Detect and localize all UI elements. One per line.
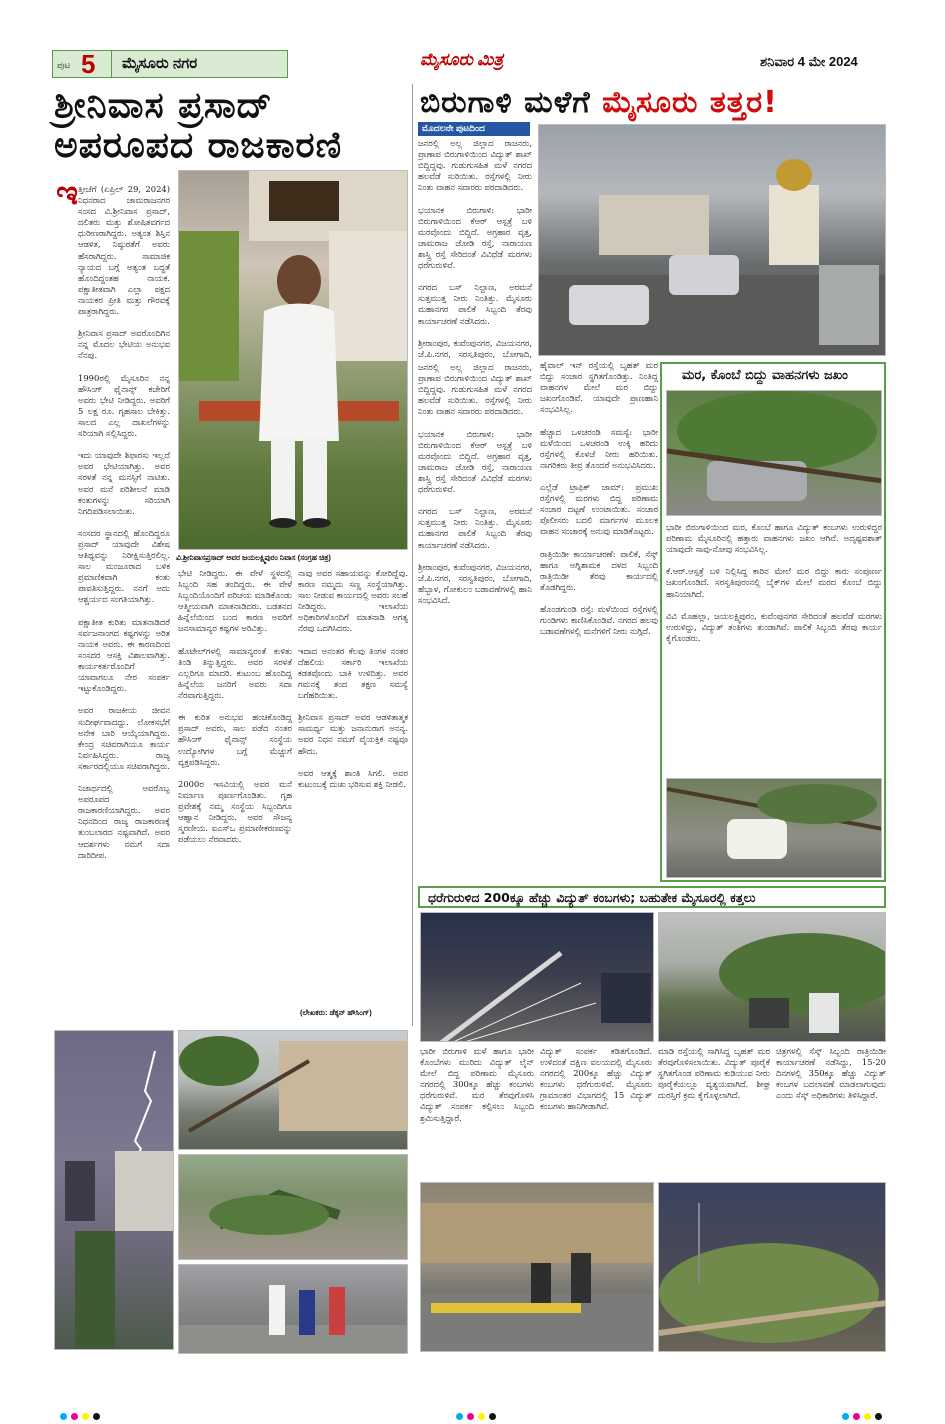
fallen-tree-street-art	[179, 1031, 408, 1150]
left-story-col1: ತ್ತೀಚೆಗೆ (ಏಪ್ರಿಲ್ 29, 2024) ನಿಧನರಾದ ಚಾಮರಾಜನಗರ ಸಂಸದ ವಿ.ಶ್ರೀನಿವಾಸ ಪ್ರಸಾದ್, ದಲಿತರು ಮತ್ತು ಶೋಷಿತವರ್ಗದ ಧುರೀಣರಾಗಿದ್ದರು. ಅತ್ಯಂತ ಶಿಸ್ತಿನ ಆಡಳಿತ, ನಿಷ್ಠುರತೆಗೆ ಅವರು ಹೆಸರಾಗಿದ್ದರು. ಸಾಮಾಜಿಕ ನ್ಯಾಯದ ಬಗ್ಗೆ ಅತ್ಯಂತ ಬದ್ಧತೆ ಹೊಂದಿದ್ದಂತಹ ನಾಯಕ. ಪಕ್ಷಾತೀತವಾಗಿ ಎಲ್ಲಾ ಪಕ್ಷದ ನಾಯಕರ ಪ್ರೀತಿ ಮತ್ತು ಗೌರವಕ್ಕೆ ಪಾತ್ರರಾಗಿದ್ದರು. ಶ್ರೀನಿವಾಸ ಪ್ರಸಾದ್ ಅವರೊಂದಿಗಿನ ನನ್ನ ಮೊದಲ ಭೇಟಿಯ ಅನುಭವ ನೆನಪು. 1990ರಲ್ಲಿ ಮೈಸೂರಿನ ನನ್ನ ಹೌಸಿಂಗ್ ಫೈನಾನ್ಸ್ ಕಚೇರಿಗೆ ಅವರು ಭೇಟಿ ನೀಡಿದ್ದರು. ಅವರಿಗೆ 5 ಲಕ್ಷ ರೂ. ಗೃಹಸಾಲ ಬೇಕಿತ್ತು. ಸಾಲದ ಎಲ್ಲ ದಾಖಲೆಗಳನ್ನು ಸರಿಯಾಗಿ ಸಲ್ಲಿಸಿದ್ದರು. ಇದು ಯಾವುದೇ ಶಿಫಾರಸು ಇಲ್ಲದೆ ಅವರ ಭೇಟಿಯಾಗಿತ್ತು. ಅವರ ಸರಳತೆ ನನ್ನ ಮನಸ್ಸಿಗೆ ನಾಟಿತು. ಅವರ ಮನೆ ಪರಿಶೀಲನೆ ಮಾಡಿ ಕಂತುಗಳನ್ನು ಸರಿಯಾಗಿ ನಿಗದಿಪಡಿಸಲಾಯಿತು. ಸಂಸದರ ಸ್ಥಾನದಲ್ಲಿ ಹೊಂದಿದ್ದರೂ ಪ್ರಸಾದ್ ಯಾವುದೇ ವಿಶೇಷ ಆತಿಥ್ಯವನ್ನು ನಿರೀಕ್ಷಿಸುತ್ತಿರಲಿಲ್ಲ. ಸಾಲ ಮಂಜೂರಾದ ಬಳಿಕ ಪ್ರಮಾಣಿಕವಾಗಿ ಕಂತು ಪಾವತಿಸುತ್ತಿದ್ದರು. ನನಗೆ ಅದು ಆಶ್ಚರ್ಯದ ಸಂಗತಿಯಾಗಿತ್ತು. ಪಕ್ಷಾತೀತ ಕುರಿತು ಮಾತನಾಡಿದರೆ ಸರ್ವಜನಾಂಗದ ಕಷ್ಟಗಳನ್ನು ಅರಿತ ನಾಯಕ ಅವರು. ಈ ಕಾರಣದಿಂದ ಸಂಸದರ ಆಸಕ್ತಿ ವಿಶಾಲವಾಗಿತ್ತು. ಕಾರ್ಯಕರ್ತರೊಂದಿಗೆ ಯಾವಾಗಲೂ ನೇರ ಸಂಪರ್ಕ ಇಟ್ಟುಕೊಂಡಿದ್ದರು. ಅವರ ರಾಜಕೀಯ ಜೀವನ ಸುದೀರ್ಘವಾದದ್ದು. ಲೋಕಸಭೆಗೆ ಅನೇಕ ಬಾರಿ ಆಯ್ಕೆಯಾಗಿದ್ದರು. ಕೇಂದ್ರ ಸಚಿವರಾಗಿಯೂ ಕಾರ್ಯ ನಿರ್ವಹಿಸಿದ್ದರು. ರಾಜ್ಯ ಸರ್ಕಾರದಲ್ಲಿಯೂ ಸಚಿವರಾಗಿದ್ದರು. ನಿಜಾರ್ಥದಲ್ಲಿ ಅವರೊಬ್ಬ ಅಪರೂಪದ ರಾಜಕಾರಣಿಯಾಗಿದ್ದರು. ಅವರ ನಿಧನದಿಂದ ರಾಜ್ಯ ರಾಜಕಾರಣಕ್ಕೆ ತುಂಬಲಾರದ ನಷ್ಟವಾಗಿದೆ. ಅವರ ಆದರ್ಶಗಳು ನಮಗೆ ಸದಾ ದಾರಿದೀಪ.	[78, 184, 170, 860]
registration-dots-center	[456, 1405, 500, 1424]
right-story-col1-bottom: ಜನರಲ್ಲಿ ಅಲ್ಲ ಜಿಲ್ಲಾದ ರಾಜನರು, ಪ್ರಾಣಾಪ ಬಿರುಗಾಳಿಯಿಂದ ವಿದ್ಯುತ್ ಶಾಖ್ ಬಿದ್ದಿದ್ದವು. ಗುಡುಗುಸಹಿತ ಮಳೆ ನಗರದ ಹಲವೆಡೆ ಸುರಿಯಿತು. ರಸ್ತೆಗಳಲ್ಲಿ ನೀರು ನಿಂತು ವಾಹನ ಸವಾರರು ಪರದಾಡಿದರು. ಭಯಾನಕ ಬಿರುಗಾಳಿ: ಭಾರೀ ಬಿರುಗಾಳಿಯಿಂದ ಕೆಆರ್ ಆಸ್ಪತ್ರೆ ಬಳಿ ಮರವೊಂದು ಬಿದ್ದಿದೆ. ಅಗ್ರಹಾರ ವೃತ್ತ, ಚಾಮರಾಜ ಜೋಡಿ ರಸ್ತೆ, ನಾರಾಯಣ ಶಾಸ್ತ್ರಿ ರಸ್ತೆ ಸೇರಿದಂತೆ ವಿವಿಧೆಡೆ ಮರಗಳು ಧರೆಗುರುಳಿವೆ. ನಗರದ ಬಸ್ ನಿಲ್ದಾಣ, ಅರಮನೆ ಸುತ್ತಮುತ್ತ ನೀರು ನಿಂತಿತ್ತು. ಮೈಸೂರು ಮಹಾನಗರ ಪಾಲಿಕೆ ಸಿಬ್ಬಂದಿ ತೆರವು ಕಾರ್ಯಾಚರಣೆ ನಡೆಸಿದರು. ಶ್ರೀರಾಂಪುರ, ಕುವೆಂಪುನಗರ, ವಿಜಯನಗರ, ಜೆ.ಪಿ.ನಗರ, ಸರಸ್ವತಿಪುರಂ, ಬೋಗಾದಿ, ಹೆಬ್ಬಾಳ, ಗೋಕುಲಂ ಬಡಾವಣೆಗಳಲ್ಲಿ ಹಾನಿ ಸಂಭವಿಸಿದೆ.	[418, 362, 532, 605]
page-number-box	[52, 50, 112, 78]
tree-on-car-art	[667, 391, 882, 516]
fallen-poles-night-photo	[420, 912, 654, 1042]
drop-cap: ಇ	[56, 174, 79, 212]
fallen-tree-road-art	[659, 913, 886, 1042]
mysore-rain-main-art	[539, 125, 886, 356]
left-story-col2: ಭೇಟಿ ನೀಡಿದ್ದರು. ಈ ವೇಳೆ ಸ್ಥಳದಲ್ಲಿ ಸಿಬ್ಬಂದಿ ಸಹ ತಂದಿದ್ದರು. ಈ ವೇಳೆ ಸಿಬ್ಬಂದಿಯೊಂದಿಗೆ ಪರಿಚಯ ಮಾಡಿಕೊಂಡು ಆತ್ಮೀಯವಾಗಿ ಮಾತನಾಡಿದರು. ಬಡತನದ ಹಿನ್ನೆಲೆಯಿಂದ ಬಂದ ಕಾರಣ ಅವರಿಗೆ ಜನಸಾಮಾನ್ಯರ ಕಷ್ಟಗಳ ಅರಿವಿತ್ತು. ಹೊಟೇಲ್‌ಗಳಲ್ಲಿ ಸಾಮಾನ್ಯರಂತೆ ಕುಳಿತು ತಿಂಡಿ ತಿನ್ನುತ್ತಿದ್ದರು. ಅವರ ಸರಳತೆ ಎಲ್ಲರಿಗೂ ಮಾದರಿ. ಕುಟುಂಬ ಹೊಂದಿದ್ದ ಹಿನ್ನೆಲೆಯ ಜನರಿಗೆ ಅವರು ಸದಾ ನೆರವಾಗುತ್ತಿದ್ದರು. ಈ ಕುರಿತ ಅನುಭವ ಹಂಚಿಕೊಂಡಿದ್ದ ಪ್ರಸಾದ್ ಅವರು, ಸಾಲ ಪಡೆದ ನಂತರ ಹೌಸಿಂಗ್ ಫೈನಾನ್ಸ್ ಸಂಸ್ಥೆಯ ಉದ್ಯೋಗಿಗಳ ಬಗ್ಗೆ ಮೆಚ್ಚುಗೆ ವ್ಯಕ್ತಪಡಿಸಿದ್ದರು. 2000ರ ಇಸವಿಯಲ್ಲಿ ಅವರ ಮನೆ ನಿರ್ಮಾಣ ಪೂರ್ಣಗೊಂಡಿತು. ಗೃಹ ಪ್ರವೇಶಕ್ಕೆ ನಮ್ಮ ಸಂಸ್ಥೆಯ ಸಿಬ್ಬಂದಿಗೂ ಆಹ್ವಾನ ನೀಡಿದ್ದರು. ಅವರ ಸೌಜನ್ಯ ಸ್ಮರಣೀಯ. ಐಎಸ್ಒ ಪ್ರಮಾಣೀಕರಣವನ್ನು ಪಡೆಯಲು ನೆರವಾದರು.	[178, 568, 292, 845]
issue-date: ಶನಿವಾರ 4 ಮೇ 2024	[760, 54, 858, 69]
flooded-road-traffic-art	[421, 1183, 654, 1352]
fallen-tree-street-photo	[178, 1030, 408, 1150]
right-headline	[420, 84, 778, 122]
tree-on-car-photo	[666, 390, 882, 516]
tree-box-title: ಮರ, ಕೊಂಬೆ ಬಿದ್ದು ವಾಹನಗಳು ಜಖಂ	[682, 368, 848, 383]
right-story-col1-top: ಜನರಲ್ಲಿ ಅಲ್ಲ ಜಿಲ್ಲಾದ ರಾಜನರು, ಪ್ರಾಣಾಪ ಬಿರುಗಾಳಿಯಿಂದ ವಿದ್ಯುತ್ ಶಾಖ್ ಬಿದ್ದಿದ್ದವು. ಗುಡುಗುಸಹಿತ ಮಳೆ ನಗರದ ಹಲವೆಡೆ ಸುರಿಯಿತು. ರಸ್ತೆಗಳಲ್ಲಿ ನೀರು ನಿಂತು ವಾಹನ ಸವಾರರು ಪರದಾಡಿದರು. ಭಯಾನಕ ಬಿರುಗಾಳಿ: ಭಾರೀ ಬಿರುಗಾಳಿಯಿಂದ ಕೆಆರ್ ಆಸ್ಪತ್ರೆ ಬಳಿ ಮರವೊಂದು ಬಿದ್ದಿದೆ. ಅಗ್ರಹಾರ ವೃತ್ತ, ಚಾಮರಾಜ ಜೋಡಿ ರಸ್ತೆ, ನಾರಾಯಣ ಶಾಸ್ತ್ರಿ ರಸ್ತೆ ಸೇರಿದಂತೆ ವಿವಿಧೆಡೆ ಮರಗಳು ಧರೆಗುರುಳಿವೆ. ನಗರದ ಬಸ್ ನಿಲ್ದಾಣ, ಅರಮನೆ ಸುತ್ತಮುತ್ತ ನೀರು ನಿಂತಿತ್ತು. ಮೈಸೂರು ಮಹಾನಗರ ಪಾಲಿಕೆ ಸಿಬ್ಬಂದಿ ತೆರವು ಕಾರ್ಯಾಚರಣೆ ನಡೆಸಿದರು. ಶ್ರೀರಾಂಪುರ, ಕುವೆಂಪುನಗರ, ವಿಜಯನಗರ, ಜೆ.ಪಿ.ನಗರ, ಸರಸ್ವತಿಪುರಂ, ಬೋಗಾದಿ,	[418, 138, 532, 358]
poles-title-bar	[418, 886, 886, 908]
left-story-col3: ನಾವು ಅವರ ಸಹಾಯವನ್ನು ಕೋರಿದ್ದೆವು. ಕಾರಣ ನಮ್ಮದು ಸಣ್ಣ ಸಂಸ್ಥೆಯಾಗಿತ್ತು. ಸಾಲ ನೀಡುವ ಕಾರ್ಯದಲ್ಲಿ ಅವರು ಸಲಹೆ ನೀಡಿದ್ದರು. ಇಲಾಖೆಯ ಅಧಿಕಾರಿಗಳೊಂದಿಗೆ ಮಾತನಾಡಿ ಅಗತ್ಯ ನೆರವು ಒದಗಿಸಿದರು. ಇದಾದ ಅನಂತರ ಕೆಲವು ತಿಂಗಳ ನಂತರ ದೆಹಲಿಯ ಸರ್ಕಾರಿ ಇಲಾಖೆಯ ಕಡತವೊಂದು ಬಾಕಿ ಉಳಿದಿತ್ತು. ಅವರ ಗಮನಕ್ಕೆ ತಂದ ತಕ್ಷಣ ಸಮಸ್ಯೆ ಬಗೆಹರಿಯಿತು. ಶ್ರೀನಿವಾಸ ಪ್ರಸಾದ್ ಅವರ ಆಡಳಿತಾತ್ಮಕ ಸಾಮರ್ಥ್ಯ ಮತ್ತು ಜನಾನುರಾಗ ಅನನ್ಯ. ಅವರ ನಿಧನ ನಮಗೆ ವೈಯಕ್ತಿಕ ನಷ್ಟವೂ ಹೌದು. ಅವರ ಆತ್ಮಕ್ಕೆ ಶಾಂತಿ ಸಿಗಲಿ. ಅವರ ಕುಟುಂಬಕ್ಕೆ ದುಃಖ ಭರಿಸುವ ಶಕ್ತಿ ನೀಡಲಿ.	[298, 568, 408, 789]
poles-col2: ವಿದ್ಯುತ್ ಸಂಪರ್ಕ ಕಡಿತಗೊಂಡಿದೆ. ಉಳಿದಂತೆ ದಕ್ಷಿಣ ವಲಯದಲ್ಲಿ ಮೈಸೂರು ನಗರದಲ್ಲಿ 200ಕ್ಕೂ ಹೆಚ್ಚು ವಿದ್ಯುತ್ ಕಂಬಗಳು ಧರೆಗುರುಳಿವೆ. ಮೈಸೂರು ಗ್ರಾಮಾಂತರ ವಿಭಾಗದಲ್ಲಿ 15 ವಿದ್ಯುತ್ ಕಂಬಗಳು ಹಾನಿಗೀಡಾಗಿವೆ.	[540, 1046, 652, 1112]
fallen-tree-night-art	[659, 1183, 886, 1352]
right-story-col2: ಹೈವಾಲ್ ಇನ್ ರಸ್ತೆಯಲ್ಲಿ ಬೃಹತ್ ಮರ ಬಿದ್ದು ಸಂಚಾರ ಸ್ಥಗಿತಗೊಂಡಿತ್ತು. ನಿಂತಿದ್ದ ವಾಹನಗಳ ಮೇಲೆ ಮರ ಬಿದ್ದು ಜಖಂಗೊಂಡಿವೆ. ಯಾವುದೇ ಪ್ರಾಣಹಾನಿ ಸಂಭವಿಸಿಲ್ಲ. ಹೆಚ್ಚಾದ ಒಳಚರಂಡಿ ಸಮಸ್ಯೆ: ಭಾರೀ ಮಳೆಯಿಂದ ಒಳಚರಂಡಿ ಉಕ್ಕಿ ಹರಿದು ರಸ್ತೆಗಳಲ್ಲಿ ಕೊಳಚೆ ನೀರು ಹರಿಯಿತು. ನಾಗರಿಕರು ತೀವ್ರ ತೊಂದರೆ ಅನುಭವಿಸಿದರು. ಎಲ್ಲೆಡೆ ಟ್ರಾಫಿಕ್ ಜಾಮ್: ಪ್ರಮುಖ ರಸ್ತೆಗಳಲ್ಲಿ ಮರಗಳು ಬಿದ್ದ ಪರಿಣಾಮ ಸಂಚಾರ ದಟ್ಟಣೆ ಉಂಟಾಯಿತು. ಸಂಚಾರ ಪೊಲೀಸರು ಬದಲಿ ಮಾರ್ಗಗಳ ಮೂಲಕ ವಾಹನ ಸಂಚಾರಕ್ಕೆ ಅನುವು ಮಾಡಿಕೊಟ್ಟರು. ರಾತ್ರಿಯಿಡೀ ಕಾರ್ಯಾಚರಣೆ: ಪಾಲಿಕೆ, ಸೆಸ್ಕ್ ಹಾಗೂ ಅಗ್ನಿಶಾಮಕ ದಳದ ಸಿಬ್ಬಂದಿ ರಾತ್ರಿಯಿಡೀ ತೆರವು ಕಾರ್ಯದಲ್ಲಿ ತೊಡಗಿದ್ದರು. ಹೊಂಡಗುಂಡಿ ರಸ್ತೆ: ಮಳೆಯಿಂದ ರಸ್ತೆಗಳಲ್ಲಿ ಗುಂಡಿಗಳು ಕಾಣಿಸಿಕೊಂಡಿವೆ. ನಗರದ ಹಲವು ಬಡಾವಣೆಗಳಲ್ಲಿ ಮನೆಗಳಿಗೆ ನೀರು ನುಗ್ಗಿದೆ.	[540, 360, 658, 637]
fallen-tree-road-photo	[658, 912, 886, 1042]
right-headline-black: ಬಿರುಗಾಳಿ ಮಳೆಗೆ	[420, 85, 591, 120]
prasad-photo-caption: ವಿ.ಶ್ರೀನಿವಾಸಪ್ರಸಾದ್ ಅವರ ಜಯಲಕ್ಷ್ಮಿಪುರಂ ನಿವಾಸ (ಸಂಗ್ರಹ ಚಿತ್ರ)	[176, 553, 331, 562]
column-divider	[412, 84, 413, 1026]
lightning-bolt-art	[55, 1031, 174, 1350]
mysore-rain-main-photo	[538, 124, 886, 356]
registration-dots-left	[60, 1405, 104, 1424]
fallen-tree-night-photo	[658, 1182, 886, 1352]
page-number: 5	[81, 49, 96, 79]
masthead: ಮೈಸೂರು ಮಿತ್ರ	[420, 50, 504, 69]
fallen-palm-photo	[178, 1154, 408, 1260]
continued-label: ಮೊದಲನೇ ಪುಟದಿಂದ	[418, 122, 530, 136]
left-headline-line2: ಅಪರೂಪದ ರಾಜಕಾರಣಿ	[54, 125, 343, 166]
scooter-under-branch-photo	[666, 778, 882, 878]
flooded-street-people-photo	[178, 1264, 408, 1354]
flooded-street-people-art	[179, 1265, 408, 1354]
section-title: ಮೈಸೂರು ನಗರ	[122, 55, 198, 72]
poles-col1: ಭಾರೀ ಬಿರುಗಾಳಿ ಮಳೆ ಹಾಗೂ ಭಾರೀ ಕೊಂಬೆಗಳು ಮುರಿದು ವಿದ್ಯುತ್ ಲೈನ್ ಮೇಲೆ ಬಿದ್ದ ಪರಿಣಾಮ ಮೈಸೂರು ನಗರದಲ್ಲಿ 300ಕ್ಕೂ ಹೆಚ್ಚು ಕಂಬಗಳು ಧರೆಗುರುಳಿವೆ. ಮರ ತೆರವುಗೊಳಿಸಿ ವಿದ್ಯುತ್ ಸಂಪರ್ಕ ಕಲ್ಪಿಸಲು ಸಿಬ್ಬಂದಿ ಶ್ರಮಿಸುತ್ತಿದ್ದಾರೆ.	[420, 1046, 534, 1123]
fallen-palm-art	[179, 1155, 408, 1260]
poles-title: ಧರೆಗುರುಳಿದ 200ಕ್ಕೂ ಹೆಚ್ಚು ವಿದ್ಯುತ್ ಕಂಬಗಳು; ಬಹುತೇಕ ಮೈಸೂರಲ್ಲಿ ಕತ್ತಲು	[428, 890, 756, 905]
left-headline-line1: ಶ್ರೀನಿವಾಸ ಪ್ರಸಾದ್	[54, 85, 273, 126]
author-note: (ಲೇಖಕರು: ಡೆಕ್ಕನ್ ಹೌಸಿಂಗ್)	[300, 1008, 372, 1017]
fallen-poles-night-art	[421, 913, 654, 1042]
page-label: ಪುಟ	[57, 60, 71, 70]
tree-box	[660, 362, 886, 882]
poles-col3: ಮಾಡಿ ರಸ್ತೆಯಲ್ಲಿ ಸಾಗಿಸಿದ್ದ ಬೃಹತ್ ಮರ ತೆರವುಗೊಳಿಸಲಾಯಿತು. ವಿದ್ಯುತ್ ಪೂರೈಕೆ ಸ್ಥಗಿತಗೊಂಡ ಪರಿಣಾಮ ಕುಡಿಯುವ ನೀರು ಪೂರೈಕೆಯಲ್ಲೂ ವ್ಯತ್ಯಯವಾಗಿದೆ. ಶೀಘ್ರ ದುರಸ್ತಿಗೆ ಕ್ರಮ ಕೈಗೊಳ್ಳಲಾಗಿದೆ.	[658, 1046, 770, 1101]
poles-col4: ಚಿತ್ರಗಳಲ್ಲಿ ಸೆಸ್ಕ್ ಸಿಬ್ಬಂದಿ ರಾತ್ರಿಯಿಡೀ ಕಾರ್ಯಾಚರಣೆ ನಡೆಸಿದ್ದು, 15-20 ದಿನಗಳಲ್ಲಿ 350ಕ್ಕೂ ಹೆಚ್ಚು ವಿದ್ಯುತ್ ಕಂಬಗಳ ಬದಲಾವಣೆ ಮಾಡಲಾಗುವುದು ಎಂದು ಸೆಸ್ಕ್ ಅಧಿಕಾರಿಗಳು ತಿಳಿಸಿದ್ದಾರೆ.	[776, 1046, 886, 1101]
lightning-photo	[54, 1030, 174, 1350]
registration-dots-right	[842, 1405, 886, 1424]
scooter-under-branch-art	[667, 779, 882, 878]
tree-box-text: ಭಾರೀ ಬಿರುಗಾಳಿಯಿಂದ ಮರ, ಕೊಂಬೆ ಹಾಗೂ ವಿದ್ಯುತ್ ಕಂಬಗಳು ಉರುಳಿದ್ದರ ಪರಿಣಾಮ ಮೈಸೂರಿನಲ್ಲಿ ಹತ್ತಾರು ವಾಹನಗಳು ಜಖಂ ಆಗಿವೆ. ಅದೃಷ್ಟವಶಾತ್ ಯಾವುದೇ ಸಾವು-ನೋವು ಸಂಭವಿಸಿಲ್ಲ. ಕೆ.ಆರ್.ಆಸ್ಪತ್ರೆ ಬಳಿ ನಿಲ್ಲಿಸಿದ್ದ ಕಾರಿನ ಮೇಲೆ ಮರ ಬಿದ್ದು ಕಾರು ಸಂಪೂರ್ಣ ಜಖಂಗೊಂಡಿದೆ. ಸರಸ್ವತಿಪುರಂನಲ್ಲಿ ಬೈಕ್‌ಗಳ ಮೇಲೆ ಮರದ ಕೊಂಬೆ ಬಿದ್ದು ಹಾನಿಯಾಗಿದೆ. ವಿವಿ ಮೊಹಲ್ಲಾ, ಜಯಲಕ್ಷ್ಮಿಪುರಂ, ಕುವೆಂಪುನಗರ ಸೇರಿದಂತೆ ಹಲವೆಡೆ ಮರಗಳು ಉರುಳಿದ್ದು, ವಿದ್ಯುತ್ ತಂತಿಗಳು ತುಂಡಾಗಿವೆ. ಪಾಲಿಕೆ ಸಿಬ್ಬಂದಿ ತೆರವು ಕಾರ್ಯ ಕೈಗೊಂಡರು.	[666, 522, 882, 643]
prasad-photo-art	[179, 171, 408, 550]
right-headline-red: ಮೈಸೂರು ತತ್ತರ!	[602, 85, 778, 120]
flooded-road-traffic-photo	[420, 1182, 654, 1352]
section-box	[112, 50, 288, 78]
prasad-photo	[178, 170, 408, 550]
